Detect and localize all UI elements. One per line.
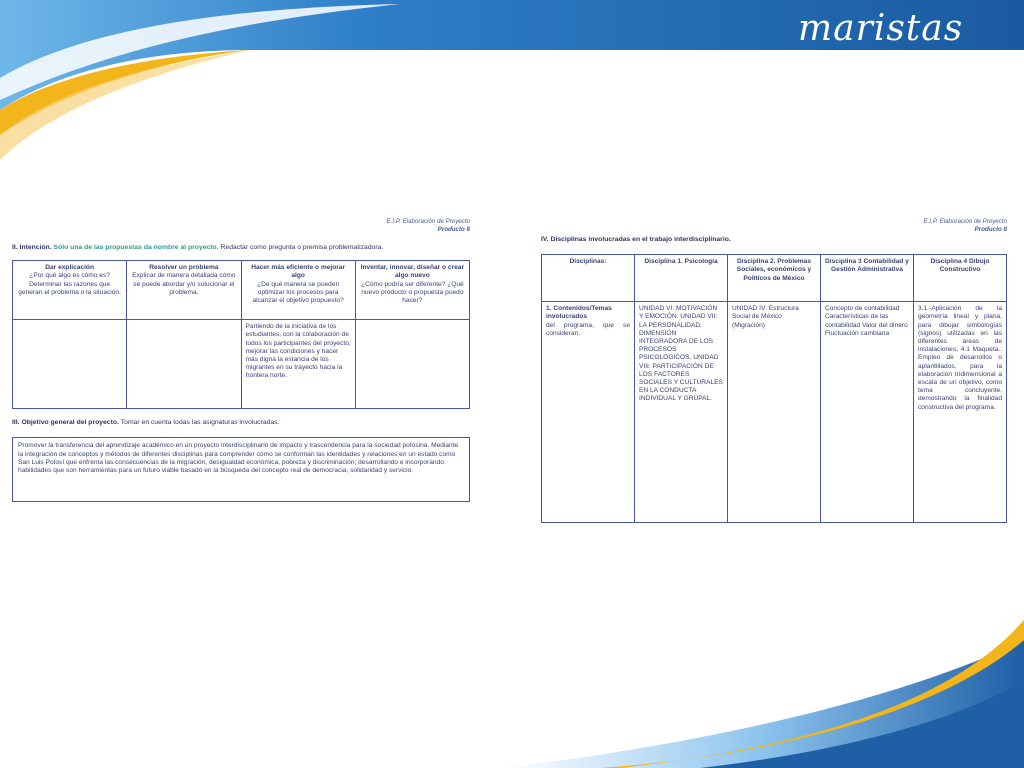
intention-cell: Partiendo de la iniciativa de los estudiantes, con la colaboración de todos los participantes del proyecto, mejorar las condiciones y hacer más digna la estancia de los migrantes en su trayecto hacia la frontera norte. [241,320,355,409]
discipline-3-contents: Concepto de contabilidad Características de las contabilidad Valor del dinero Fluctuación cambiaria [821,302,914,523]
section-intention-number: II. Intención. [12,244,52,251]
section-objective-instruction: Tomar en cuenta todas las asignaturas involucradas. [120,419,280,427]
section-disciplines-rest: trabajo interdisciplinario. [649,236,731,243]
left-header [12,218,470,234]
section-intention-heading [12,244,470,252]
disciplines-header: Disciplinas: [542,255,635,302]
maristas-logo: maristas [798,8,964,49]
intention-cell [13,320,127,409]
discipline-3-header: Disciplina 3 Contabilidad y Gestión Administrativa [821,255,914,302]
section-disciplines-number: IV. Disciplinas involucradas en el [541,236,648,243]
intention-header-solve: Resolver un problema Explicar de manera detallada cómo se puede abordar y/o solucionar el problema. [127,261,241,320]
contents-row-label [542,302,635,523]
left-header-product: Producto 8 [437,226,470,233]
section-objective-heading [12,419,470,427]
discipline-2-contents: UNIDAD IV: Estructura Social de México (Migración) [728,302,821,523]
discipline-4-header: Disciplina 4 Dibujo Constructivo [914,255,1007,302]
intention-cell [355,320,469,409]
section-intention-highlight: Sólo una de las propuestas da nombre al proyecto. [53,244,219,251]
discipline-1-header: Disciplina 1. Psicología [635,255,728,302]
discipline-4-contents: 3.1.-Aplicación de la geometría lineal y plana, para dibujar simbologías (signos) utilizadas en las diferentes áreas de instalaciones; 4.1 Maqueta.: Empleo de desarrollos o aplantillados, para la elaboración tridimensional a escala de un objetivo, como tema concluyente, demostrando la finalidad constructiva del programa. [914,302,1007,523]
intention-header-innovate: Inventar, innovar, diseñar o crear algo nuevo ¿Cómo podría ser diferente? ¿Qué nuevo producto o propuesta puedo hacer? [355,261,469,320]
discipline-2-header: Disciplina 2. Problemas Sociales, económicos y Políticos de México [728,255,821,302]
section-intention-instruction: Redactar como pregunta o premisa problematizadora. [220,244,384,251]
intention-header-explain: Dar explicación ¿Por qué algo es cómo es? Determinar las razones que generan el problema o la situación. [13,261,127,320]
discipline-1-contents: UNIDAD VI: MOTIVACIÓN Y EMOCIÓN. UNIDAD VII: LA PERSONALIDAD. DIMENSIÓN INTEGRADORA DE LOS PROCESOS PSICOLÓGICOS. UNIDAD VIII: PARTICIPACIÓN DE LOS FACTORES SOCIALES Y CULTURALES EN LA CONDUCTA INDIVIDUAL Y GRUPAL. [635,302,728,523]
right-page [541,218,1007,523]
objective-text-box: Promover la transferencia del aprendizaje académico en un proyecto interdisciplinario de impacto y trascendencia para la sociedad potosina. Mediante la integración de conceptos y métodos de diferentes disciplinas para comprender cómo se conforman las identidades y relaciones en un estado como San Luis Potosí que enfrenta las consecuencias de la migración, desigualdad económica, pobreza y discriminación; desarrollando e incorporando habilidades que son herramientas para un futuro viable basado en la búsqueda del concepto real de democracia, solidaridad y servicio. [12,437,470,502]
right-header-title: E.I.P. Elaboración de Proyecto [923,218,1007,225]
intention-table [12,260,470,409]
right-header [541,218,1007,234]
left-header-title: E.I.P. Elaboración de Proyecto [386,218,470,225]
disciplines-table [541,254,1007,523]
right-header-product: Producto 8 [974,226,1007,233]
contents-row-label-rest: del programa, que se consideran. [546,321,630,337]
contents-row-label-bold: 1. Contenidos/Temas involucrados [546,305,612,321]
left-page [12,218,470,502]
section-disciplines-heading [541,236,1007,244]
intention-header-improve: Hacer más eficiente o mejorar algo ¿De qué manera se pueden optimizar los procesos para alcanzar el objetivo propuesto? [241,261,355,320]
intention-cell [127,320,241,409]
section-objective-number: III. Objetivo general del proyecto. [12,419,119,427]
